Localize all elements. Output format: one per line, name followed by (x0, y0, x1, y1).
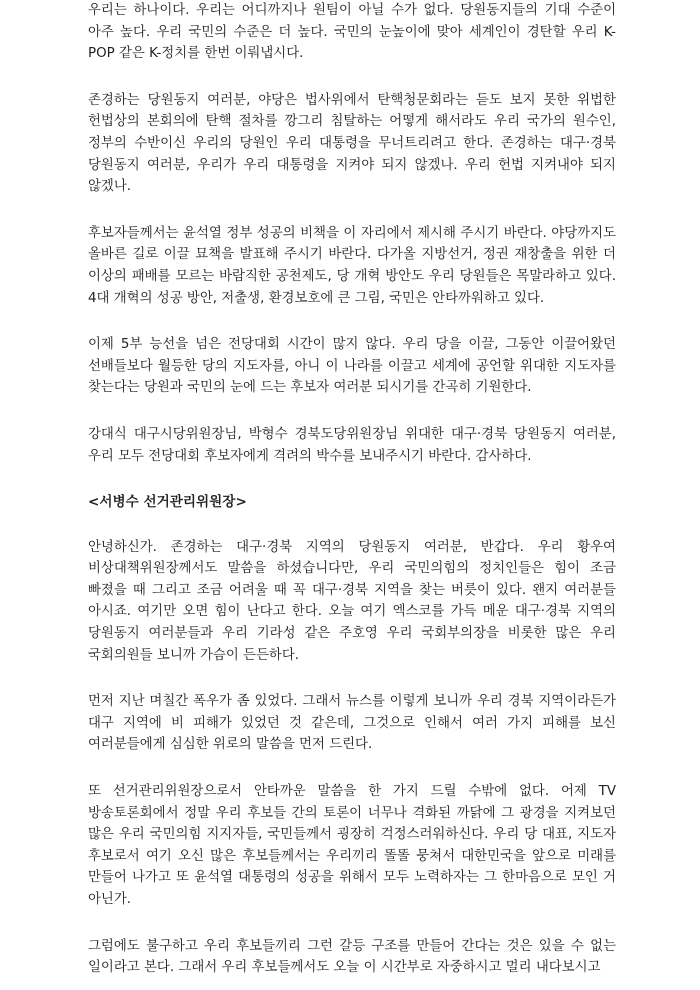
paragraph-3: 후보자들께서는 윤석열 정부 성공의 비책을 이 자리에서 제시해 주시기 바란다. 야당까지도 올바른 길로 이끌 묘책을 발표해 주시기 바란다. 다가올 지방선거, 정권 재창출을 위한 더 이상의 패배를 모르는 바람직한 공천제도, 당 개혁 방안도 우리 당원들은 목말라하고 있다. 4대 개혁의 성공 방안, 저출생, 환경보호에 큰 그림, 국민은 안타까워하고 있다. (88, 225, 616, 306)
section-heading: <서병수 선거관리위원장> (88, 494, 247, 511)
section-paragraph-4: 그럼에도 불구하고 우리 후보들끼리 그런 갈등 구조를 만들어 간다는 것은 있을 수 없는 일이라고 본다. 그래서 우리 후보들께서도 오늘 이 시간부로 자중하시고 멀리 내다보시고 (88, 938, 616, 976)
paragraph-5: 강대식 대구시당위원장님, 박형수 경북도당위원장님 위대한 대구·경북 당원동지 여러분, 우리 모두 전당대회 후보자에게 격려의 박수를 보내주시기 바란다. 감사하다. (88, 426, 616, 464)
section-paragraph-1: 안녕하신가. 존경하는 대구·경북 지역의 당원동지 여러분, 반갑다. 우리 황우여 비상대책위원장께서도 말씀을 하셨습니다만, 우리 국민의힘의 정치인들은 힘이 조금 빠졌을 때 그리고 조금 어려울 때 꼭 대구·경북 지역을 찾는 버릇이 있다. 왠지 여러분들 아시죠. 여기만 오면 힘이 난다고 한다. 오늘 여기 엑스코를 가득 메운 대구·경북 지역의 당원동지 여러분들과 우리 기라성 같은 주호영 우리 국회부의장을 비롯한 많은 우리 국회의원들 보니까 가슴이 든든하다. (88, 539, 616, 663)
section-paragraph-2: 먼저 지난 며칠간 폭우가 좀 있었다. 그래서 뉴스를 이렇게 보니까 우리 경북 지역이라든가 대구 지역에 비 피해가 있었던 것 같은데, 그것으로 인해서 여러 가지 피해를 보신 여러분들에게 심심한 위로의 말씀을 먼저 드린다. (88, 694, 616, 753)
paragraph-4: 이제 5부 능선을 넘은 전당대회 시간이 많지 않다. 우리 당을 이끌, 그동안 이끌어왔던 선배들보다 월등한 당의 지도자를, 아니 이 나라를 이끌고 세계에 공언할 위대한 지도자를 찾는다는 당원과 국민의 눈에 드는 후보자 여러분 되시기를 간곡히 기원한다. (88, 337, 616, 396)
paragraph-1: 우리는 하나이다. 우리는 어디까지나 원팀이 아닐 수가 없다. 당원동지들의 기대 수준이 아주 높다. 우리 국민의 수준은 더 높다. 국민의 눈높이에 맞아 세계인이 경탄할 우리 K-POP 같은 K-정치를 한번 이뤄냅시다. (88, 3, 616, 62)
paragraph-2: 존경하는 당원동지 여러분, 야당은 법사위에서 탄핵청문회라는 듣도 보지 못한 위법한 헌법상의 본회의에 탄핵 절차를 깡그리 침탈하는 어떻게 해서라도 우리 국가의 원수인, 정부의 수반이신 우리의 당원인 우리 대통령을 무너트리려고 한다. 존경하는 대구·경북 당원동지 여러분, 우리가 우리 대통령을 지켜야 되지 않겠나. 우리 헌법 지켜내야 되지 않겠나. (88, 92, 616, 195)
section-paragraph-3: 또 선거관리위원장으로서 안타까운 말씀을 한 가지 드릴 수밖에 없다. 어제 TV 방송토론회에서 정말 우리 후보들 간의 토론이 너무나 격화된 까닭에 그 광경을 지켜보던 많은 우리 국민의힘 지지자들, 국민들께서 굉장히 걱정스러워하신다. 우리 당 대표, 지도자 후보로서 여기 오신 많은 후보들께서는 우리끼리 똘똘 뭉쳐서 대한민국을 앞으로 미래를 만들어 나가고 또 윤석열 대통령의 성공을 위해서 모두 노력하자는 그 한마음으로 모인 거 아닌가. (88, 784, 616, 907)
